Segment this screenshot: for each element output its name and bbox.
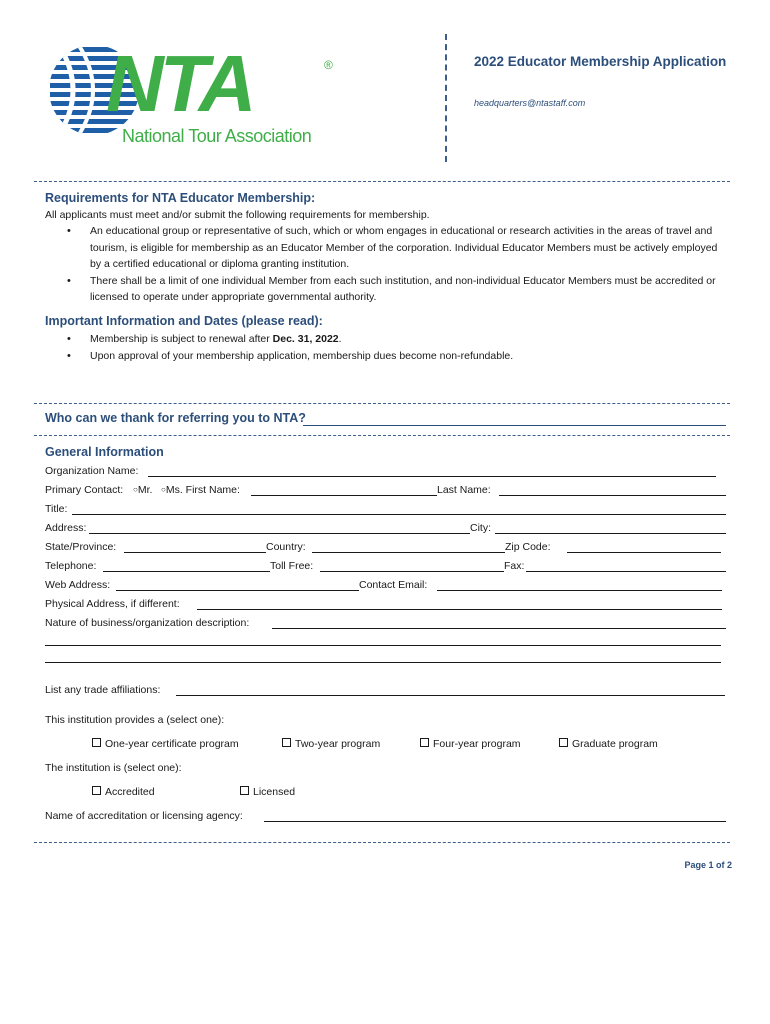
- page-number: Page 1 of 2: [684, 860, 732, 870]
- title-input[interactable]: [72, 514, 726, 515]
- country-input[interactable]: [312, 552, 505, 553]
- requirements-intro: All applicants must meet and/or submit the following requirements for membership.: [45, 209, 430, 221]
- checkbox-icon: [92, 786, 101, 795]
- address-input[interactable]: [89, 533, 470, 534]
- checkbox-icon: [92, 738, 101, 747]
- checkbox-icon: [420, 738, 429, 747]
- fax-input[interactable]: [526, 571, 726, 572]
- city-label: City:: [470, 522, 491, 534]
- agency-row: [45, 809, 730, 823]
- title-row: [45, 502, 730, 516]
- mr-option[interactable]: ○Mr.: [133, 484, 153, 496]
- divider-referral-bottom: [34, 435, 730, 436]
- trade-row: [45, 683, 730, 697]
- state-label: State/Province:: [45, 541, 117, 553]
- web-row: [45, 578, 730, 592]
- important-item: • Membership is subject to renewal after Dec. 31, 2022.: [45, 331, 730, 348]
- city-input[interactable]: [495, 533, 726, 534]
- org-name-row: [45, 464, 730, 478]
- state-row: [45, 540, 730, 554]
- requirements-list: [45, 223, 730, 306]
- divider-top: [34, 181, 730, 182]
- important-heading: Important Information and Dates (please read):: [45, 314, 323, 328]
- divider-bottom: [34, 842, 730, 843]
- header-divider: [445, 34, 447, 162]
- nature-row: [45, 616, 730, 630]
- checkbox-licensed[interactable]: Licensed: [240, 785, 295, 799]
- first-name-input[interactable]: [251, 495, 437, 496]
- checkbox-icon: [282, 738, 291, 747]
- contact-email-link[interactable]: headquarters@ntastaff.com: [474, 98, 586, 108]
- important-item: • Upon approval of your membership application, membership dues become non-refundable.: [45, 348, 730, 365]
- general-heading: General Information: [45, 445, 164, 459]
- requirement-item: • There shall be a limit of one individual Member from each such institution, and non-individual Educator Members must be accredited or licensed to operate under appropriate governmental authority.: [45, 273, 730, 306]
- contact-email-label: Contact Email:: [359, 579, 428, 591]
- title-label: Title:: [45, 503, 68, 515]
- checkbox-four-year[interactable]: Four-year program: [420, 737, 521, 751]
- telephone-label: Telephone:: [45, 560, 97, 572]
- requirements-heading: Requirements for NTA Educator Membership:: [45, 191, 316, 205]
- telephone-row: [45, 559, 730, 573]
- state-input[interactable]: [124, 552, 266, 553]
- checkbox-accredited[interactable]: Accredited: [92, 785, 155, 799]
- checkbox-icon: [559, 738, 568, 747]
- divider-referral-top: [34, 403, 730, 404]
- toll-free-label: Toll Free:: [270, 560, 314, 572]
- primary-contact-row: [45, 483, 730, 497]
- checkbox-graduate[interactable]: Graduate program: [559, 737, 658, 751]
- web-input[interactable]: [116, 590, 359, 591]
- nature-input[interactable]: [272, 628, 726, 629]
- country-label: Country:: [266, 541, 306, 553]
- requirement-item: • An educational group or representative of such, which or whom engages in educational or research activities in the areas of travel and tourism, is eligible for membership as an Educator Member of the corporation. Individual Educator Members must be actively employed by a certified educational or diploma granting institution.: [45, 223, 730, 273]
- institution-is-label: The institution is (select one):: [45, 762, 182, 774]
- toll-free-input[interactable]: [320, 571, 504, 572]
- trade-label: List any trade affiliations:: [45, 684, 161, 696]
- referral-label: Who can we thank for referring you to NTA?: [45, 411, 306, 425]
- registered-mark: ®: [324, 58, 333, 72]
- zip-label: Zip Code:: [505, 541, 551, 553]
- physical-row: [45, 597, 730, 611]
- renewal-date: Dec. 31, 2022: [272, 333, 339, 345]
- agency-input[interactable]: [264, 821, 726, 822]
- document-title: 2022 Educator Membership Application: [474, 54, 727, 69]
- nature-input-line-3[interactable]: [45, 662, 721, 663]
- checkbox-two-year[interactable]: Two-year program: [282, 737, 380, 751]
- referral-input[interactable]: [303, 425, 726, 426]
- zip-input[interactable]: [567, 552, 721, 553]
- address-row: [45, 521, 730, 535]
- provides-label: This institution provides a (select one):: [45, 714, 225, 726]
- web-label: Web Address:: [45, 579, 111, 591]
- physical-label: Physical Address, if different:: [45, 598, 180, 610]
- last-name-input[interactable]: [499, 495, 726, 496]
- nature-label: Nature of business/organization description:: [45, 617, 250, 629]
- org-name-input[interactable]: [148, 476, 716, 477]
- trade-input[interactable]: [176, 695, 725, 696]
- ms-option[interactable]: ○Ms. First Name:: [161, 484, 240, 496]
- address-label: Address:: [45, 522, 87, 534]
- last-name-label: Last Name:: [437, 484, 491, 496]
- contact-email-input[interactable]: [437, 590, 722, 591]
- important-list: [45, 331, 730, 364]
- nature-input-line-2[interactable]: [45, 645, 721, 646]
- radio-icon: ○: [161, 485, 166, 494]
- org-name-label: Organization Name:: [45, 465, 139, 477]
- nta-logo: [48, 39, 348, 156]
- agency-label: Name of accreditation or licensing agency:: [45, 810, 243, 822]
- telephone-input[interactable]: [103, 571, 270, 572]
- physical-input[interactable]: [197, 609, 722, 610]
- primary-contact-label: Primary Contact:: [45, 484, 124, 496]
- checkbox-one-year[interactable]: One-year certificate program: [92, 737, 239, 751]
- fax-label: Fax:: [504, 560, 525, 572]
- checkbox-icon: [240, 786, 249, 795]
- logo-subtitle: National Tour Association: [122, 126, 312, 146]
- logo-letters: NTA: [106, 39, 253, 128]
- radio-icon: ○: [133, 485, 138, 494]
